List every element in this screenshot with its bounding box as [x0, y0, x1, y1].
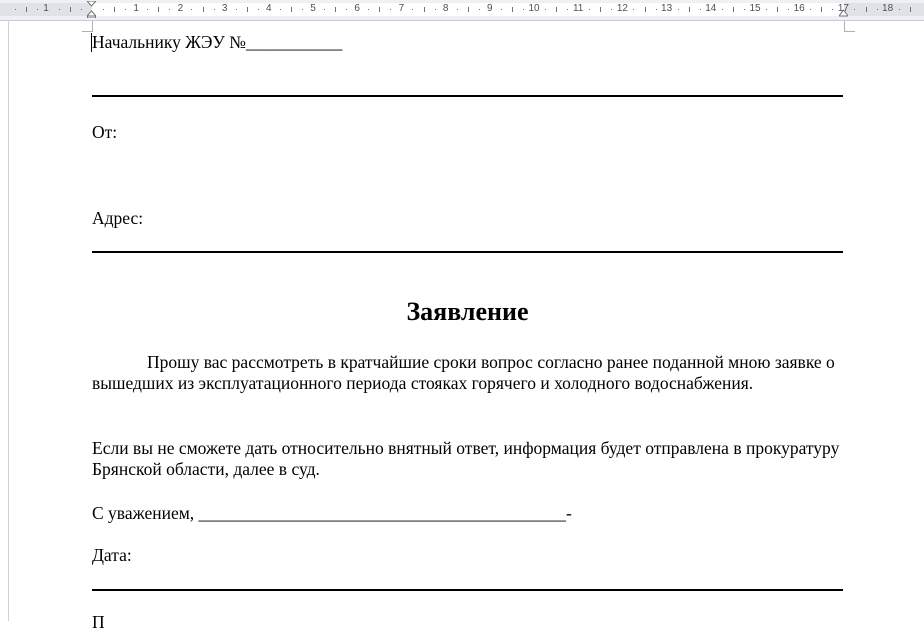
separator-line: [92, 95, 843, 97]
ruler-tick: [457, 9, 458, 10]
ruler-number: 11: [572, 3, 584, 14]
ruler-tick: [777, 7, 778, 12]
ruler-tick: [346, 9, 347, 10]
ruler-tick: [523, 9, 524, 10]
ruler-tick: [103, 9, 104, 10]
ruler-number: 12: [616, 3, 628, 14]
ruler-tick: [412, 9, 413, 10]
ruler-number: 9: [487, 3, 493, 14]
ruler-tick: [866, 7, 867, 12]
ruler-tick: [203, 7, 204, 12]
ruler-tick: [70, 7, 71, 12]
ruler-tick: [158, 7, 159, 12]
ruler-tick: [512, 7, 513, 12]
margin-corner-top-right: [844, 21, 855, 32]
ruler-tick: [26, 7, 27, 12]
ruler-tick: [589, 9, 590, 10]
ruler-tick: [424, 7, 425, 12]
ruler-tick: [788, 9, 789, 10]
ruler-tick: [600, 7, 601, 12]
ruler-number: 1: [133, 3, 139, 14]
ruler-tick: [236, 9, 237, 10]
ruler-tick: [501, 9, 502, 10]
ruler-tick: [899, 9, 900, 10]
ruler-number: 8: [442, 3, 449, 14]
ruler-tick: [368, 9, 369, 10]
ruler-tick: [656, 9, 657, 10]
ruler-tick: [280, 9, 281, 10]
ruler-tick: [291, 7, 292, 12]
document-title: Заявление: [406, 297, 529, 326]
ruler-tick: [766, 9, 767, 10]
regards-line: С уважением, __________________________________________-: [92, 503, 572, 523]
separator-line: [92, 589, 843, 591]
ruler-number: 3: [221, 3, 228, 14]
ruler-tick: [733, 7, 734, 12]
page-edge: [8, 21, 9, 621]
ruler-number-left: 1: [43, 3, 49, 14]
ruler-tick: [877, 9, 878, 10]
ruler-tick: [147, 9, 148, 10]
ruler-tick: [545, 9, 546, 10]
from-label: От:: [92, 122, 118, 142]
ruler-number: 5: [310, 3, 316, 14]
paragraph-warning: Если вы не сможете дать относительно внятный ответ, информация будет отправлена в прокуратуру Брянской области, далее в суд.: [92, 438, 840, 479]
date-label: Дата:: [92, 545, 132, 565]
ruler-number: 6: [354, 3, 360, 14]
ruler-tick: [689, 7, 690, 12]
ruler-number: 13: [661, 3, 673, 14]
ruler-tick: [910, 7, 911, 12]
ruler-tick: [556, 7, 557, 12]
ruler-tick: [722, 9, 723, 10]
ruler-tick: [567, 9, 568, 10]
ruler-tick: [247, 7, 248, 12]
ruler-tick: [821, 7, 822, 12]
ruler-tick: [125, 9, 126, 10]
ruler-number: 15: [749, 3, 761, 14]
header-to-line: Начальнику ЖЭУ №___________: [92, 32, 343, 52]
ruler-tick: [37, 9, 38, 10]
ruler-number: 17: [837, 3, 849, 14]
ruler-tick: [59, 9, 60, 10]
ruler-tick: [744, 9, 745, 10]
ruler-tick: [633, 9, 634, 10]
ruler-number: 10: [528, 3, 540, 14]
ruler-number: 4: [266, 3, 272, 14]
ruler-tick: [15, 9, 16, 10]
ruler-tick: [854, 9, 855, 10]
ruler-tick: [645, 7, 646, 12]
ruler-tick: [379, 7, 380, 12]
ruler-tick: [678, 9, 679, 10]
ruler-tick: [335, 7, 336, 12]
paragraph-request: Прошу вас рассмотреть в кратчайшие сроки вопрос согласно ранее поданной мною заявке о вышедших из эксплуатационного периода стояках горячего и холодного водоснабжения.: [92, 352, 835, 393]
ruler-number: 2: [177, 3, 184, 14]
ruler-number: 7: [398, 3, 405, 14]
ruler-tick: [81, 9, 82, 10]
ruler-tick: [390, 9, 391, 10]
ruler-tick: [191, 9, 192, 10]
margin-corner-top-left: [82, 21, 93, 32]
ruler-tick: [324, 9, 325, 10]
ruler-tick: [479, 9, 480, 10]
ruler-tick: [302, 9, 303, 10]
ruler-tick: [700, 9, 701, 10]
ruler-tick: [810, 9, 811, 10]
ruler-number: 14: [705, 3, 717, 14]
ruler-number: 18: [882, 3, 894, 14]
first-line-indent-icon[interactable]: [87, 1, 96, 18]
ruler-tick: [114, 7, 115, 12]
ruler-tick: [435, 9, 436, 10]
next-line-partial: П: [92, 612, 105, 632]
ruler-tick: [169, 9, 170, 10]
ruler-number: 16: [793, 3, 805, 14]
separator-line: [92, 251, 843, 253]
horizontal-ruler[interactable]: [0, 0, 924, 21]
ruler-tick: [214, 9, 215, 10]
address-label: Адрес:: [92, 208, 144, 228]
ruler-tick: [611, 9, 612, 10]
ruler-tick: [468, 7, 469, 12]
ruler-tick: [832, 9, 833, 10]
ruler-tick: [258, 9, 259, 10]
